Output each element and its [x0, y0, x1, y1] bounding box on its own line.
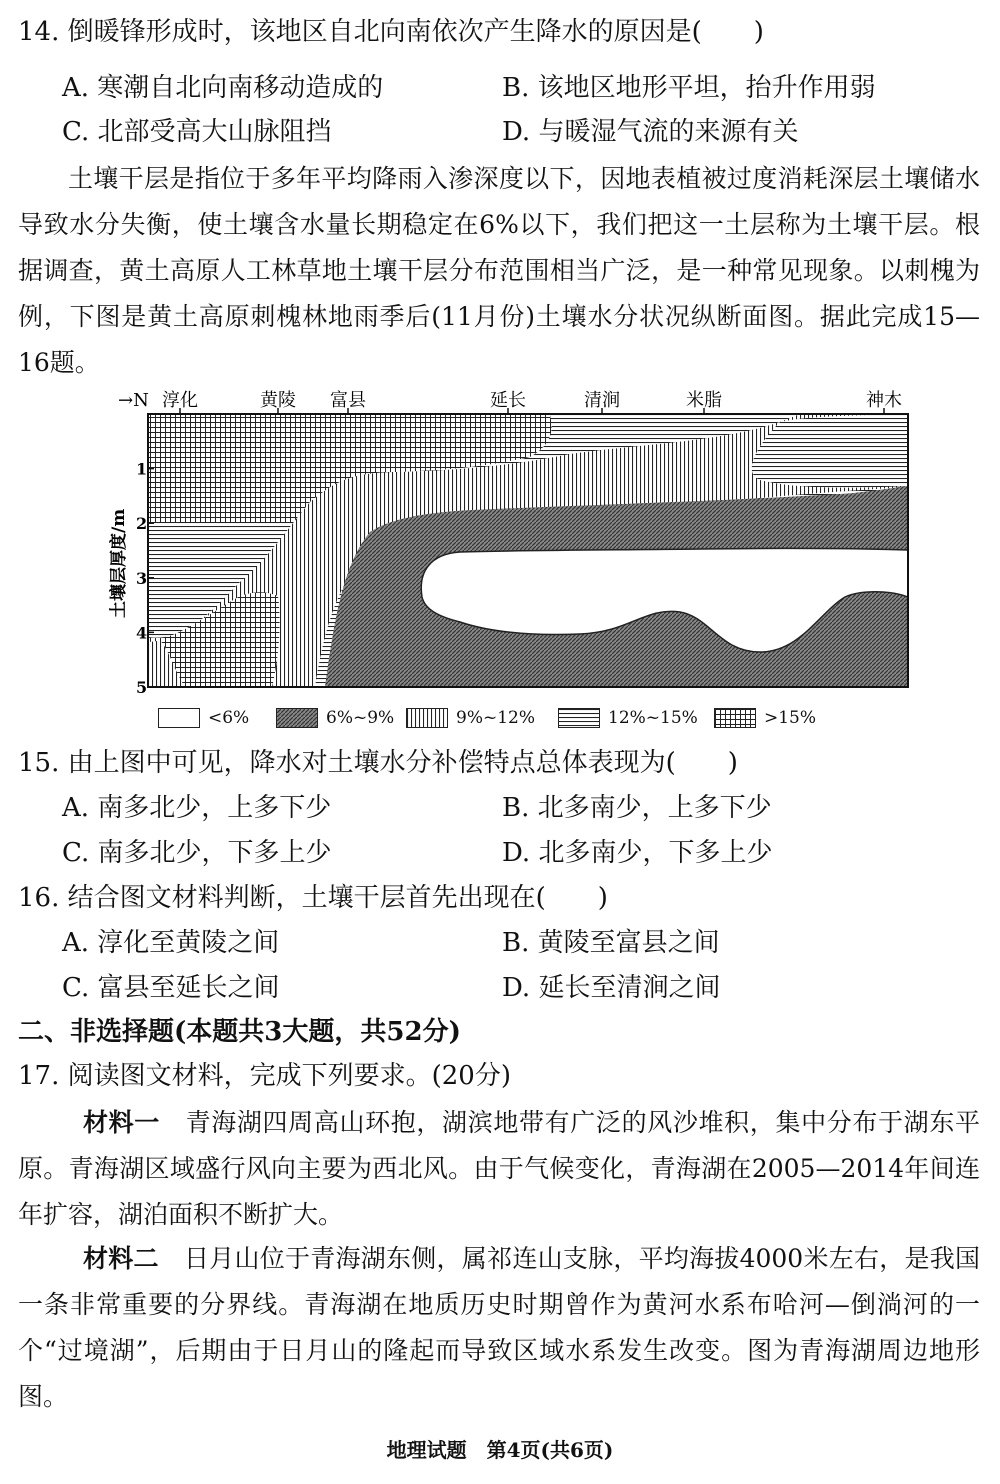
legend-label-lt6: <6% [208, 708, 250, 728]
y-tick-label-5: 5 [136, 678, 148, 697]
legend-item-12-15 [558, 704, 698, 732]
material-paragraph: 土壤干层是指位于多年平均降雨入渗深度以下，因地表植被过度消耗深层土壤储水导致水分失衡，使土壤含水量长期稳定在6%以下，我们把这一土层称为土壤干层。根据调查，黄土高原人工林草地土壤干层分布范围相当广泛，是一种常见现象。以刺槐为例，下图是黄土高原刺槐林地雨季后(11月份)土壤水分状况纵断面图。据此完成15—16题。 [18, 164, 980, 377]
legend [158, 704, 838, 732]
material-1-label: 材料一 [83, 1108, 160, 1137]
x-label-2: 黄陵 [260, 390, 296, 411]
q17-stem: 17. 阅读图文材料，完成下列要求。(20分) [18, 1061, 511, 1091]
legend-label-9-12: 9%~12% [456, 708, 535, 728]
page-footer: 地理试题 第4页(共6页) [386, 1438, 614, 1462]
q16-option-c: C. 富县至延长之间 [62, 973, 280, 1003]
x-label-7: 神木 [866, 390, 902, 411]
y-tick-label-2: 2 [136, 514, 148, 534]
material-2-text: 日月山位于青海湖东侧，属祁连山支脉，平均海拔4000米左右，是我国一条非常重要的分界线。青海湖在地质历史时期曾作为黄河水系布哈河—倒淌河的一个“过境湖”，后期由于日月山的隆起而导致区域水系发生改变。图为青海湖周边地形图。 [18, 1244, 980, 1411]
q16-option-a: A. 淳化至黄陵之间 [62, 928, 280, 958]
q15-option-d: D. 北多南少，下多上少 [502, 838, 773, 868]
x-label-6: 米脂 [686, 390, 722, 411]
legend-item-6-9 [276, 704, 394, 732]
legend-label-6-9: 6%~9% [326, 708, 395, 728]
legend-item-gt15 [714, 704, 816, 732]
q17-material-1 [18, 1100, 980, 1238]
direction-label: →N [118, 390, 149, 411]
q15-stem: 15. 由上图中可见，降水对土壤水分补偿特点总体表现为( ) [18, 748, 738, 778]
legend-label-12-15: 12%~15% [608, 708, 698, 728]
legend-swatch-12-15 [558, 708, 600, 728]
q16-option-d: D. 延长至清涧之间 [502, 973, 721, 1003]
legend-swatch-lt6 [158, 708, 200, 728]
q17-material-2 [18, 1236, 980, 1420]
x-label-5: 清涧 [584, 390, 620, 411]
x-label-3: 富县 [330, 390, 366, 411]
y-tick-label-3: 3 [136, 568, 148, 588]
q14-option-d: D. 与暖湿气流的来源有关 [502, 117, 799, 147]
y-axis-label: 土壤层厚度/m [109, 508, 129, 618]
x-label-1: 淳化 [162, 390, 198, 411]
legend-item-9-12 [406, 704, 535, 732]
q14-option-a: A. 寒潮自北向南移动造成的 [62, 73, 384, 103]
q15-option-a: A. 南多北少，上多下少 [62, 793, 332, 823]
q16-option-b: B. 黄陵至富县之间 [502, 928, 720, 958]
y-tick-label-1: 1 [136, 459, 148, 479]
q15-option-c: C. 南多北少，下多上少 [62, 838, 332, 868]
legend-swatch-6-9 [276, 708, 318, 728]
q14-stem: 14. 倒暖锋形成时，该地区自北向南依次产生降水的原因是( ) [18, 17, 764, 47]
legend-swatch-9-12 [406, 708, 448, 728]
x-label-4: 延长 [490, 390, 526, 411]
legend-label-gt15: >15% [764, 708, 817, 728]
q15-option-b: B. 北多南少，上多下少 [502, 793, 772, 823]
section-2-heading: 二、非选择题(本题共3大题，共52分) [18, 1017, 461, 1047]
soil-moisture-section-diagram [100, 382, 920, 702]
legend-item-lt6 [158, 704, 249, 732]
material-1-text: 青海湖四周高山环抱，湖滨地带有广泛的风沙堆积，集中分布于湖东平原。青海湖区域盛行风向主要为西北风。由于气候变化，青海湖在2005—2014年间连年扩容，湖泊面积不断扩大。 [18, 1108, 980, 1229]
q16-stem: 16. 结合图文材料判断，土壤干层首先出现在( ) [18, 883, 608, 913]
y-tick-label-4: 4 [136, 623, 148, 643]
legend-swatch-gt15 [714, 708, 756, 728]
material-2-label: 材料二 [83, 1244, 159, 1273]
q14-option-b: B. 该地区地形平坦，抬升作用弱 [502, 73, 876, 103]
q14-option-c: C. 北部受高大山脉阻挡 [62, 117, 332, 147]
